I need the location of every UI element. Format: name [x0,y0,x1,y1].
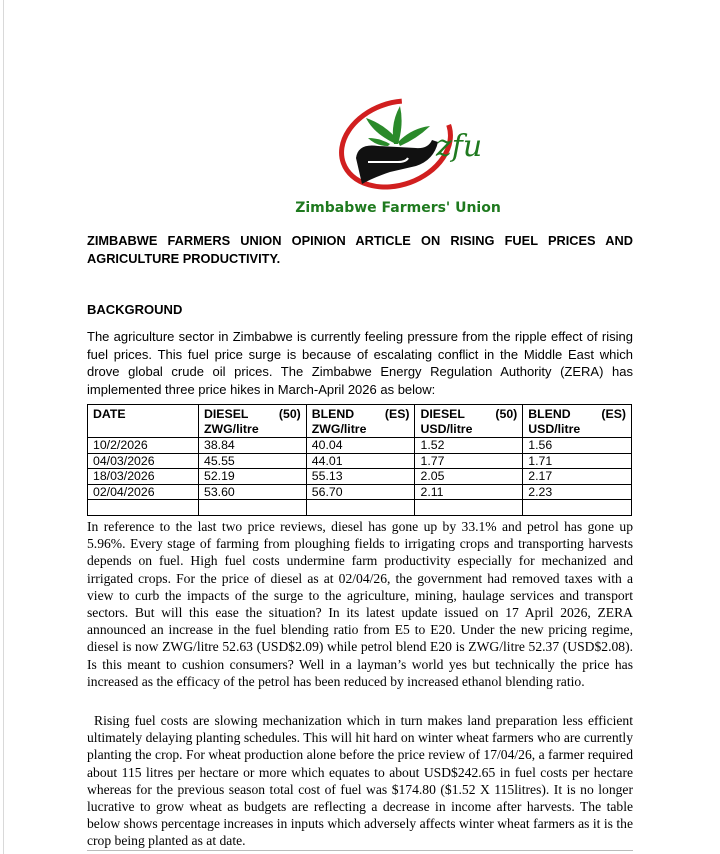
table-cell [306,500,415,516]
fuel-price-table [87,404,632,516]
header-cell-blend-usd: BLEND (ES) USD/litre [523,405,632,438]
header-cell-diesel-usd: DIESEL (50) USD/litre [415,405,523,438]
table-cell: 1.56 [523,438,632,454]
page-edge-line [3,0,4,854]
table-cell [415,500,523,516]
table-cell: 40.04 [306,438,415,454]
table-cell: 10/2/2026 [88,438,199,454]
table-cell: 04/03/2026 [88,453,199,469]
table-row [88,469,632,485]
table-cell: 02/04/2026 [88,484,199,500]
table-cell: 45.55 [199,453,307,469]
table-row [88,500,632,516]
header-cell-blend-zwg: BLEND (ES) ZWG/litre [306,405,415,438]
table-cell: 38.84 [199,438,307,454]
body-paragraph-1: In reference to the last two price reviews, diesel has gone up by 33.1% and petrol has gone up 5.96%. Every stage of farming from ploughing fields to irrigating crops and transporting harvests depends on fuel. High fuel costs undermine farm productivity especially for mechanized and irrigated crops. For the price of diesel as at 02/04/26, the government had removed taxes with a view to curb the impacts of the surge to the agriculture, mining, haulage services and transport sectors. But will this ease the situation? In its latest update issued on 17 April 2026, ZERA announced an increase in the fuel blending ratio from E5 to E20. Under the new pricing regime, diesel is now ZWG/litre 52.63 (USD$2.09) while petrol blend E20 is ZWG/litre 52.37 (USD$2.08). Is this meant to cushion consumers? Well in a layman’s world yes but technically the price has increased as the efficacy of the petrol has been reduced by increased ethanol blending ratio. [87,519,633,689]
table-row [88,438,632,454]
table-row [88,453,632,469]
table-cell: 1.77 [415,453,523,469]
table-cell: 1.71 [523,453,632,469]
table-header-row [88,405,632,438]
table-cell: 1.52 [415,438,523,454]
body-paragraph-2: Rising fuel costs are slowing mechanization which in turn makes land preparation less efficient ultimately delaying planting schedules. This will hit hard on winter wheat farmers who are currently planting the crop. For wheat production alone before the price review of 17/04/26, a farmer required about 115 litres per hectare or more which equates to about USD$242.65 in fuel costs per hectare whereas for the previous season total cost of fuel was $174.80 ($1.52 X 115litres). It is no longer lucrative to grow wheat as budgets are reflecting a decrease in income after harvests. The table below shows percentage increases in inputs which adversely affects winter wheat farmers as it is the crop being planted as at date. [87,713,633,849]
table-cell: 18/03/2026 [88,469,199,485]
intro-paragraph: The agriculture sector in Zimbabwe is currently feeling pressure from the ripple effect of rising fuel prices. This fuel price surge is because of escalating conflict in the Middle East which drove global crude oil prices. The Zimbabwe Energy Regulation Authority (ZERA) has implemented three price hikes in March-April 2026 as below: [87,329,633,397]
table-cell: 56.70 [306,484,415,500]
table-cell: 2.17 [523,469,632,485]
header-cell-date: DATE [88,405,199,438]
table-cell [523,500,632,516]
table-row [88,484,632,500]
table-cell: 2.23 [523,484,632,500]
table-cell: 53.60 [199,484,307,500]
zfu-logo [338,88,488,200]
header-cell-diesel-zwg: DIESEL (50) ZWG/litre [199,405,307,438]
table-cell: 2.05 [415,469,523,485]
table-cell: 2.11 [415,484,523,500]
svg-text:zfu: zfu [436,129,483,164]
table-cell: 44.01 [306,453,415,469]
table-cell: 52.19 [199,469,307,485]
org-name: Zimbabwe Farmers' Union [295,200,501,216]
article-title: ZIMBABWE FARMERS UNION OPINION ARTICLE ON RISING FUEL PRICES AND AGRICULTURE PRODUCTIVITY. [87,233,633,266]
bottom-divider [87,850,633,851]
table-cell: 55.13 [306,469,415,485]
table-cell [199,500,307,516]
table-cell [88,500,199,516]
background-heading: BACKGROUND [87,302,183,317]
